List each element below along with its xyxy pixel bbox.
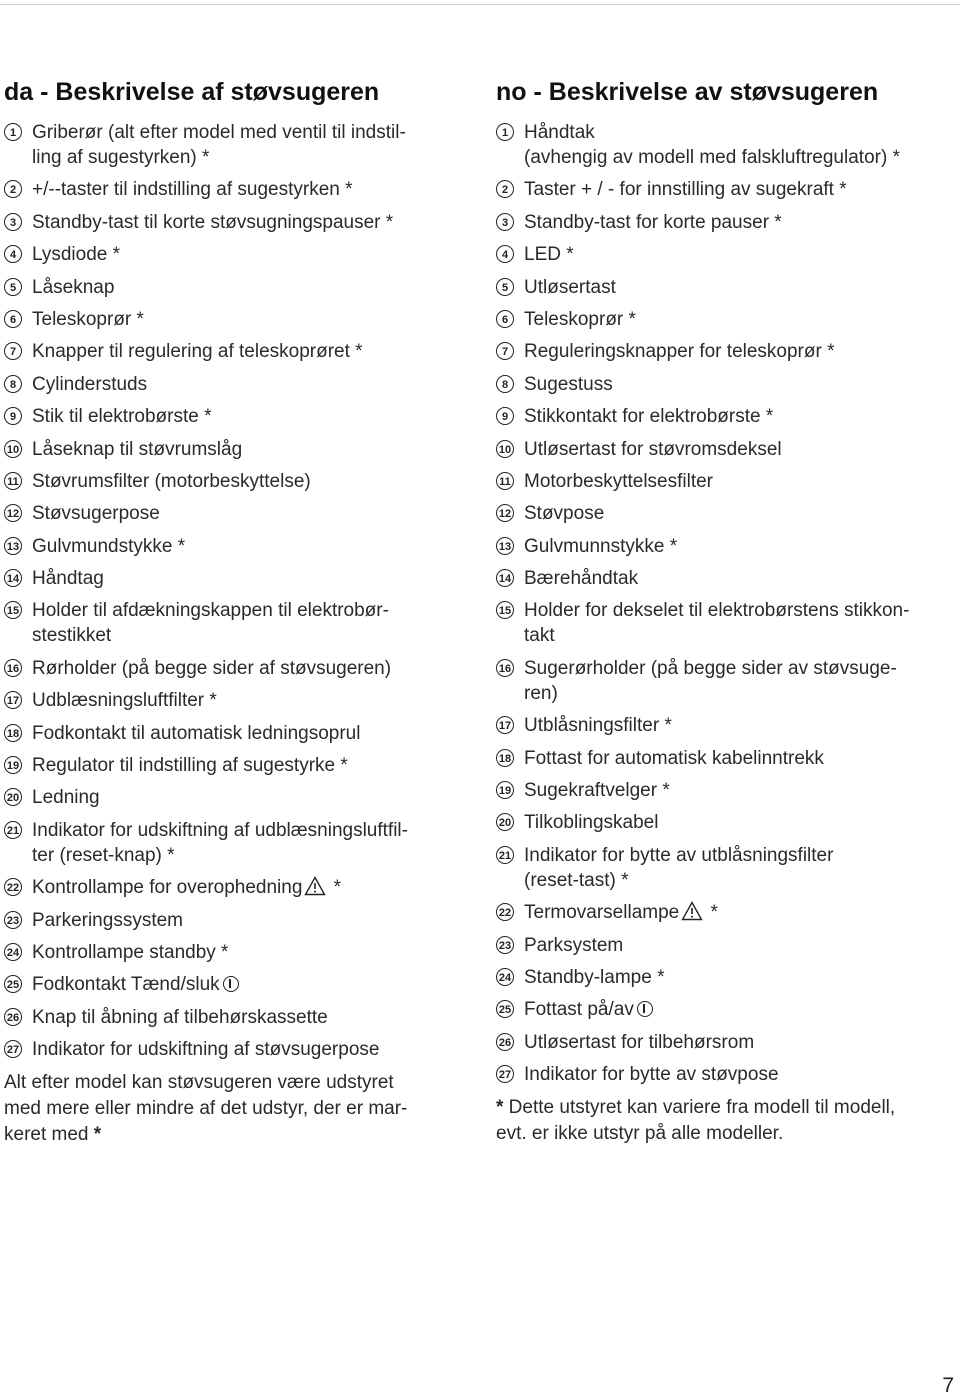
- number-badge: 23: [4, 911, 22, 929]
- list-item: 27 Indikator for udskiftning af støvsugerpose: [4, 1037, 456, 1062]
- footnote-norwegian: * Dette utstyret kan variere fra modell til modell, evt. er ikke utstyr på alle modeller.: [496, 1096, 896, 1144]
- list-item: 9 Stikkontakt for elektrobørste *: [496, 404, 946, 429]
- number-badge: 17: [4, 691, 22, 709]
- number-badge: 20: [4, 788, 22, 806]
- list-item: 15 Holder til afdækningskappen til elektrobør- stestikket: [4, 598, 456, 648]
- list-item: 13 Gulvmundstykke *: [4, 534, 456, 559]
- number-badge: 22: [496, 903, 514, 921]
- warning-triangle-icon: [304, 876, 326, 896]
- number-badge: 12: [496, 504, 514, 522]
- list-item: 22 Termovarsellampe *: [496, 900, 946, 925]
- list-item: 11 Støvrumsfilter (motorbeskyttelse): [4, 469, 456, 494]
- number-badge: 12: [4, 504, 22, 522]
- list-item: 7 Knapper til regulering af teleskoprøret *: [4, 339, 456, 364]
- list-item: 24 Standby-lampe *: [496, 965, 946, 990]
- number-badge: 11: [496, 472, 514, 490]
- item-list-norwegian: [496, 120, 946, 1087]
- number-badge: 18: [4, 724, 22, 742]
- list-item: 10 Låseknap til støvrumslåg: [4, 437, 456, 462]
- number-badge: 24: [4, 943, 22, 961]
- list-item: 22 Kontrollampe for overophedning *: [4, 875, 456, 900]
- number-badge: 3: [4, 213, 22, 231]
- list-item: 2 +/--taster til indstilling af sugestyrken *: [4, 177, 456, 202]
- list-item: 19 Sugekraftvelger *: [496, 778, 946, 803]
- number-badge: 21: [496, 846, 514, 864]
- list-item: 26 Knap til åbning af tilbehørskassette: [4, 1005, 456, 1030]
- number-badge: 16: [496, 659, 514, 677]
- list-item: 6 Teleskoprør *: [496, 307, 946, 332]
- number-badge: 8: [496, 375, 514, 393]
- list-item: 7 Reguleringsknapper for teleskoprør *: [496, 339, 946, 364]
- footnote-danish: Alt efter model kan støvsugeren være udstyret med mere eller mindre af det udstyr, der er mar- keret med *: [4, 1071, 408, 1145]
- list-item: 23 Parksystem: [496, 933, 946, 958]
- number-badge: 16: [4, 659, 22, 677]
- number-badge: 2: [496, 180, 514, 198]
- number-badge: 6: [4, 310, 22, 328]
- list-item: 10 Utløsertast for støvromsdeksel: [496, 437, 946, 462]
- list-item: 18 Fodkontakt til automatisk ledningsoprul: [4, 721, 456, 746]
- number-badge: 27: [4, 1040, 22, 1058]
- list-item: 12 Støvpose: [496, 501, 946, 526]
- number-badge: 19: [496, 781, 514, 799]
- list-item: 8 Cylinderstuds: [4, 372, 456, 397]
- list-item: 14 Bærehåndtak: [496, 566, 946, 591]
- number-badge: 8: [4, 375, 22, 393]
- list-item: 1 Griberør (alt efter model med ventil til indstil- ling af sugestyrken) *: [4, 120, 456, 170]
- list-item: 5 Låseknap: [4, 275, 456, 300]
- number-badge: 14: [496, 569, 514, 587]
- warning-triangle-icon: [681, 901, 703, 921]
- number-badge: 3: [496, 213, 514, 231]
- list-item: 5 Utløsertast: [496, 275, 946, 300]
- list-item: 11 Motorbeskyttelsesfilter: [496, 469, 946, 494]
- item-list-danish: [4, 120, 456, 1062]
- list-item: 2 Taster + / - for innstilling av sugekraft *: [496, 177, 946, 202]
- list-item: 18 Fottast for automatisk kabelinntrekk: [496, 746, 946, 771]
- list-item: 14 Håndtag: [4, 566, 456, 591]
- number-badge: 7: [496, 342, 514, 360]
- number-badge: 7: [4, 342, 22, 360]
- list-item: 23 Parkeringssystem: [4, 908, 456, 933]
- list-item: 19 Regulator til indstilling af sugestyrke *: [4, 753, 456, 778]
- list-item: 9 Stik til elektrobørste *: [4, 404, 456, 429]
- list-item: 24 Kontrollampe standby *: [4, 940, 456, 965]
- number-badge: 6: [496, 310, 514, 328]
- number-badge: 2: [4, 180, 22, 198]
- top-rule: [0, 4, 960, 5]
- number-badge: 11: [4, 472, 22, 490]
- number-badge: 21: [4, 821, 22, 839]
- number-badge: 19: [4, 756, 22, 774]
- number-badge: 26: [4, 1008, 22, 1026]
- list-item: 27 Indikator for bytte av støvpose: [496, 1062, 946, 1087]
- list-item: 25 Fottast på/av: [496, 997, 946, 1022]
- list-item: 4 LED *: [496, 242, 946, 267]
- list-item: 20 Ledning: [4, 785, 456, 810]
- number-badge: 27: [496, 1065, 514, 1083]
- list-item: 4 Lysdiode *: [4, 242, 456, 267]
- power-icon: [637, 1001, 653, 1017]
- number-badge: 9: [4, 407, 22, 425]
- number-badge: 22: [4, 878, 22, 896]
- list-item: 17 Utblåsningsfilter *: [496, 713, 946, 738]
- number-badge: 15: [4, 601, 22, 619]
- heading-danish: da - Beskrivelse af støvsugeren: [4, 78, 380, 106]
- column-danish: [4, 76, 456, 1148]
- number-badge: 5: [496, 278, 514, 296]
- page-number: 7: [942, 1374, 954, 1397]
- list-item: 17 Udblæsningsluftfilter *: [4, 688, 456, 713]
- list-item: 13 Gulvmunnstykke *: [496, 534, 946, 559]
- number-badge: 25: [496, 1000, 514, 1018]
- list-item: 15 Holder for dekselet til elektrobørstens stikkon- takt: [496, 598, 946, 648]
- heading-norwegian: no - Beskrivelse av støvsugeren: [496, 78, 879, 106]
- list-item: 25 Fodkontakt Tænd/sluk: [4, 972, 456, 997]
- list-item: 3 Standby-tast for korte pauser *: [496, 210, 946, 235]
- list-item: 20 Tilkoblingskabel: [496, 810, 946, 835]
- list-item: 16 Rørholder (på begge sider af støvsugeren): [4, 656, 456, 681]
- number-badge: 1: [4, 123, 22, 141]
- number-badge: 1: [496, 123, 514, 141]
- number-badge: 14: [4, 569, 22, 587]
- list-item: 21 Indikator for udskiftning af udblæsningsluftfil- ter (reset-knap) *: [4, 818, 456, 868]
- number-badge: 23: [496, 936, 514, 954]
- list-item: 16 Sugerørholder (på begge sider av støvsuge- ren): [496, 656, 946, 706]
- number-badge: 18: [496, 749, 514, 767]
- number-badge: 24: [496, 968, 514, 986]
- list-item: 8 Sugestuss: [496, 372, 946, 397]
- list-item: 12 Støvsugerpose: [4, 501, 456, 526]
- list-item: 26 Utløsertast for tilbehørsrom: [496, 1030, 946, 1055]
- list-item: 3 Standby-tast til korte støvsugningspauser *: [4, 210, 456, 235]
- number-badge: 5: [4, 278, 22, 296]
- number-badge: 13: [496, 537, 514, 555]
- power-icon: [223, 976, 239, 992]
- number-badge: 10: [4, 440, 22, 458]
- number-badge: 15: [496, 601, 514, 619]
- list-item: 1 Håndtak (avhengig av modell med falskluftregulator) *: [496, 120, 946, 170]
- column-norwegian: [496, 76, 946, 1147]
- number-badge: 10: [496, 440, 514, 458]
- number-badge: 26: [496, 1033, 514, 1051]
- number-badge: 4: [4, 245, 22, 263]
- number-badge: 9: [496, 407, 514, 425]
- number-badge: 13: [4, 537, 22, 555]
- number-badge: 17: [496, 716, 514, 734]
- list-item: 21 Indikator for bytte av utblåsningsfilter (reset-tast) *: [496, 843, 946, 893]
- number-badge: 20: [496, 813, 514, 831]
- number-badge: 25: [4, 975, 22, 993]
- number-badge: 4: [496, 245, 514, 263]
- list-item: 6 Teleskoprør *: [4, 307, 456, 332]
